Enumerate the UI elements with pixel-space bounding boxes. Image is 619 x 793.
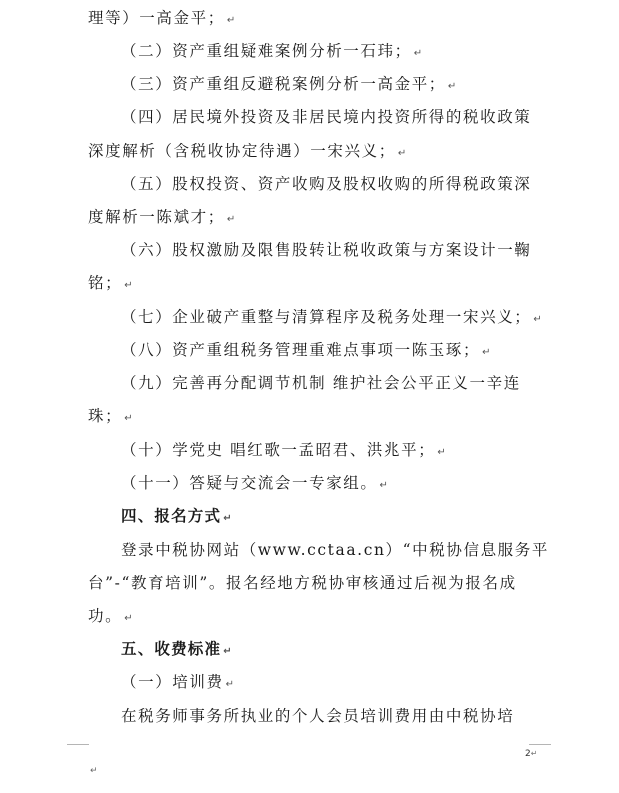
paragraph-mark-icon: ↵	[533, 314, 542, 325]
paragraph-mark-icon: ↵	[379, 480, 388, 491]
paragraph-mark-icon: ↵	[223, 646, 232, 657]
text-line-7: 度解析一陈斌才； ↵	[88, 208, 236, 226]
text-line-2: （二）资产重组疑难案例分析一石玮； ↵	[121, 42, 423, 60]
text-line-1: 理等）一高金平； ↵	[88, 9, 236, 27]
paragraph-mark-icon: ↵	[413, 48, 423, 59]
text-line-10: （七）企业破产重整与清算程序及税务处理一宋兴义； ↵	[121, 308, 542, 326]
text-line-15: （十一）答疑与交流会一专家组。 ↵	[121, 474, 388, 492]
text-line-3: （三）资产重组反避税案例分析一高金平； ↵	[121, 75, 457, 93]
text-line-22: 在税务师事务所执业的个人会员培训费用由中税协培	[121, 707, 515, 725]
paragraph-mark-icon: ↵	[397, 148, 407, 159]
paragraph-mark-icon: ↵	[124, 413, 133, 424]
text-line-4: （四）居民境外投资及非居民境内投资所得的税收政策	[121, 108, 532, 126]
footer-crop-mark-right	[529, 744, 551, 745]
text-line-21: （一）培训费 ↵	[121, 673, 234, 691]
paragraph-mark-icon: ↵	[223, 513, 232, 524]
paragraph-mark-icon: ↵	[124, 613, 133, 624]
paragraph-mark-icon: ↵	[226, 15, 236, 26]
paragraph-mark-icon: ↵	[447, 81, 457, 92]
paragraph-mark-icon: ↵	[437, 447, 446, 458]
text-line-12: （九）完善再分配调节机制 维护社会公平正义一辛连	[121, 374, 521, 392]
text-line-5: 深度解析（含税收协定待遇）一宋兴义； ↵	[88, 142, 407, 160]
text-line-17: 登录中税协网站（www.cctaa.cn）“中税协信息服务平	[121, 541, 549, 559]
paragraph-mark-icon: ↵	[124, 280, 133, 291]
footer-crop-mark-left	[67, 744, 89, 745]
text-line-8: （六）股权激励及限售股转让税收政策与方案设计一鞠	[121, 241, 532, 259]
text-line-19: 功。 ↵	[88, 607, 133, 625]
text-line-11: （八）资产重组税务管理重难点事项一陈玉琢； ↵	[121, 341, 491, 359]
text-line-14: （十）学党史 唱红歌一孟昭君、洪兆平； ↵	[121, 441, 446, 459]
paragraph-mark-icon: ↵	[226, 214, 236, 225]
text-line-13: 珠； ↵	[88, 407, 133, 425]
section-heading-registration: 四、报名方式 ↵	[121, 507, 232, 525]
paragraph-mark-icon: ↵	[482, 347, 491, 358]
text-line-6: （五）股权投资、资产收购及股权收购的所得税政策深	[121, 175, 532, 193]
text-line-18: 台”-“教育培训”。报名经地方税协审核通过后视为报名成	[88, 574, 517, 592]
section-heading-fees: 五、收费标准 ↵	[121, 640, 232, 658]
paragraph-mark-icon: ↵	[225, 679, 234, 690]
page-number: 2↵	[525, 749, 538, 759]
footer-paragraph-mark-icon: ↵	[90, 766, 98, 776]
text-line-9: 铭； ↵	[88, 274, 133, 292]
